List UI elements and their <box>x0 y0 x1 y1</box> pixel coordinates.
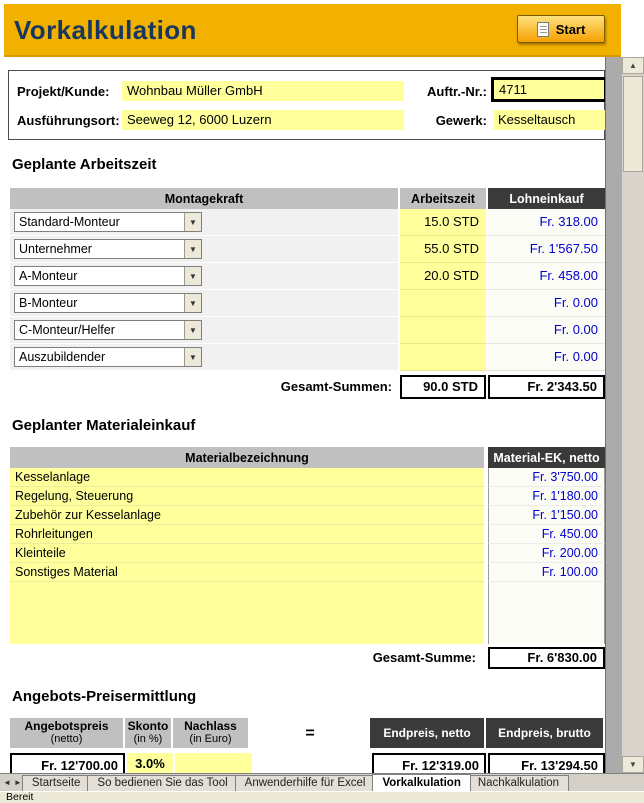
col-nachlass-main: Nachlass <box>184 719 237 733</box>
auftrag-nr-label: Auftr.-Nr.: <box>427 84 487 99</box>
material-empty-rows <box>10 582 605 644</box>
material-header-row <box>10 447 605 468</box>
endpreis-brutto-cell[interactable]: Fr. 13'294.50 <box>488 753 605 779</box>
lohneinkauf-cell[interactable]: Fr. 318.00 <box>488 209 605 236</box>
material-name-cell[interactable]: Rohrleitungen <box>10 525 484 544</box>
projekt-kunde-input[interactable]: Wohnbau Müller GmbH <box>122 81 404 101</box>
chevron-down-icon[interactable]: ▼ <box>184 294 201 312</box>
worksheet-right-margin <box>605 57 622 773</box>
col-angebotspreis-main: Angebotspreis <box>24 719 109 733</box>
angebotspreis-cell[interactable]: Fr. 12'700.00 <box>10 753 125 779</box>
worktime-row <box>10 344 605 371</box>
material-total-label: Gesamt-Summe: <box>372 650 476 665</box>
status-text: Bereit <box>6 791 34 803</box>
pricing-header-row <box>10 718 605 748</box>
skonto-cell[interactable]: 3.0% <box>127 753 173 779</box>
material-row <box>10 544 605 563</box>
worktime-table <box>10 188 605 399</box>
material-row <box>10 563 605 582</box>
montagekraft-cell <box>10 317 400 344</box>
gewerk-label: Gewerk: <box>435 113 487 128</box>
montagekraft-cell <box>10 344 400 371</box>
material-name-cell[interactable]: Regelung, Steuerung <box>10 487 484 506</box>
col-skonto <box>125 718 173 748</box>
col-angebotspreis <box>10 718 125 748</box>
chevron-down-icon[interactable]: ▼ <box>184 213 201 231</box>
ausfuehrungsort-input[interactable]: Seeweg 12, 6000 Luzern <box>122 110 404 130</box>
montagekraft-cell <box>10 290 400 317</box>
col-endpreis-netto: Endpreis, netto <box>370 718 486 748</box>
tab-scroll-right-icon[interactable]: ► <box>13 778 22 787</box>
material-price-cell[interactable]: Fr. 1'180.00 <box>488 487 605 506</box>
material-total-value[interactable]: Fr. 6'830.00 <box>488 647 605 669</box>
tab-label: Vorkalkulation <box>382 777 461 789</box>
material-name-cell[interactable]: Zubehör zur Kesselanlage <box>10 506 484 525</box>
arbeitszeit-cell[interactable]: 55.0 STD <box>400 236 488 263</box>
material-row <box>10 487 605 506</box>
material-price-cell[interactable]: Fr. 200.00 <box>488 544 605 563</box>
worktime-row <box>10 290 605 317</box>
worktime-row <box>10 263 605 290</box>
montagekraft-dropdown[interactable] <box>14 239 202 259</box>
status-bar <box>0 791 644 803</box>
col-skonto-sub: (in %) <box>133 733 163 745</box>
worktime-total-row <box>10 375 605 399</box>
montagekraft-dropdown[interactable] <box>14 266 202 286</box>
material-heading: Geplanter Materialeinkauf <box>12 417 196 434</box>
document-icon <box>537 22 549 37</box>
col-nachlass <box>173 718 250 748</box>
montagekraft-dropdown[interactable] <box>14 320 202 340</box>
material-row <box>10 525 605 544</box>
arbeitszeit-cell[interactable]: 15.0 STD <box>400 209 488 236</box>
tab-scroll-left-icon[interactable]: ◄ <box>3 778 11 787</box>
tab-label: So bedienen Sie das Tool <box>97 777 228 789</box>
project-info-panel <box>8 70 605 140</box>
chevron-down-icon[interactable]: ▼ <box>184 348 201 366</box>
tab-vorkalkulation[interactable] <box>372 774 470 791</box>
vertical-scrollbar[interactable] <box>622 57 644 773</box>
tab-label: Nachkalkulation <box>477 777 560 789</box>
montagekraft-cell <box>10 209 400 236</box>
dropdown-selected-value: A-Monteur <box>19 269 78 283</box>
gewerk-input[interactable]: Kesseltausch <box>493 110 605 130</box>
tab-nachkalkulation[interactable] <box>468 775 569 791</box>
col-skonto-main: Skonto <box>127 719 169 733</box>
lohneinkauf-cell[interactable]: Fr. 458.00 <box>488 263 605 290</box>
arbeitszeit-cell[interactable]: 20.0 STD <box>400 263 488 290</box>
col-materialbezeichnung: Materialbezeichnung <box>10 447 484 468</box>
equals-sign: = <box>305 724 315 742</box>
dropdown-selected-value: B-Monteur <box>19 296 78 310</box>
chevron-down-icon[interactable]: ▼ <box>184 267 201 285</box>
arbeitszeit-cell[interactable] <box>400 344 488 371</box>
worktime-header-row <box>10 188 605 209</box>
chevron-down-icon[interactable]: ▼ <box>184 321 201 339</box>
auftrag-nr-value: 4711 <box>499 82 527 97</box>
worktime-row <box>10 317 605 344</box>
material-name-cell-empty[interactable] <box>10 582 484 644</box>
dropdown-selected-value: Unternehmer <box>19 242 92 256</box>
worktime-total-cost[interactable]: Fr. 2'343.50 <box>488 375 605 399</box>
col-arbeitszeit: Arbeitszeit <box>400 188 488 209</box>
col-montagekraft: Montagekraft <box>10 188 400 209</box>
start-button[interactable] <box>517 15 605 43</box>
scroll-up-icon[interactable]: ▲ <box>622 57 644 74</box>
material-name-cell[interactable]: Sonstiges Material <box>10 563 484 582</box>
col-angebotspreis-sub: (netto) <box>50 733 83 745</box>
material-name-cell[interactable]: Kleinteile <box>10 544 484 563</box>
material-row <box>10 468 605 487</box>
worktime-total-label: Gesamt-Summen: <box>280 379 392 394</box>
scrollbar-thumb[interactable] <box>623 76 643 172</box>
arbeitszeit-cell[interactable] <box>400 290 488 317</box>
montagekraft-cell <box>10 263 400 290</box>
material-price-cell[interactable]: Fr. 100.00 <box>488 563 605 582</box>
material-name-cell[interactable]: Kesselanlage <box>10 468 484 487</box>
lohneinkauf-cell[interactable]: Fr. 0.00 <box>488 290 605 317</box>
worktime-row <box>10 236 605 263</box>
start-button-label: Start <box>555 21 586 37</box>
worktime-heading: Geplante Arbeitszeit <box>12 156 157 173</box>
material-row <box>10 506 605 525</box>
ausfuehrungsort-label: Ausführungsort: <box>17 113 120 128</box>
montagekraft-dropdown[interactable] <box>14 347 202 367</box>
material-price-cell-empty[interactable] <box>488 582 605 644</box>
lohneinkauf-cell[interactable]: Fr. 1'567.50 <box>488 236 605 263</box>
sheet-tab-bar <box>0 773 644 791</box>
dropdown-selected-value: Standard-Monteur <box>19 215 120 229</box>
worktime-row <box>10 209 605 236</box>
pricing-heading: Angebots-Preisermittlung <box>12 688 197 705</box>
tab-anwenderhilfe-fuer-excel[interactable] <box>235 775 376 791</box>
auftrag-nr-input[interactable] <box>491 77 607 102</box>
scroll-down-icon[interactable]: ▼ <box>622 756 644 773</box>
material-total-row <box>10 647 605 669</box>
projekt-kunde-label: Projekt/Kunde: <box>17 84 110 99</box>
dropdown-selected-value: Auszubildender <box>19 350 106 364</box>
col-nachlass-sub: (in Euro) <box>189 733 232 745</box>
tab-startseite[interactable] <box>22 775 91 791</box>
page-title: Vorkalkulation <box>14 15 197 45</box>
lohneinkauf-cell[interactable]: Fr. 0.00 <box>488 317 605 344</box>
col-material-ek: Material-EK, netto <box>488 447 605 468</box>
material-price-cell[interactable]: Fr. 450.00 <box>488 525 605 544</box>
montagekraft-dropdown[interactable] <box>14 212 202 232</box>
montagekraft-cell <box>10 236 400 263</box>
page-header <box>4 4 621 57</box>
tab-label: Startseite <box>31 777 81 789</box>
tab-label: Anwenderhilfe für Excel <box>244 777 366 789</box>
col-endpreis-brutto: Endpreis, brutto <box>486 718 603 748</box>
arbeitszeit-cell[interactable] <box>400 317 488 344</box>
worktime-total-time[interactable]: 90.0 STD <box>400 375 486 399</box>
lohneinkauf-cell[interactable]: Fr. 0.00 <box>488 344 605 371</box>
pricing-table <box>10 718 605 779</box>
dropdown-selected-value: C-Monteur/Helfer <box>19 323 115 337</box>
material-price-cell[interactable]: Fr. 1'150.00 <box>488 506 605 525</box>
endpreis-netto-cell[interactable]: Fr. 12'319.00 <box>372 753 486 779</box>
tab-so-bedienen-sie-das-tool[interactable] <box>87 775 237 791</box>
chevron-down-icon[interactable]: ▼ <box>184 240 201 258</box>
montagekraft-dropdown[interactable] <box>14 293 202 313</box>
col-lohneinkauf: Lohneinkauf <box>488 188 605 209</box>
material-price-cell[interactable]: Fr. 3'750.00 <box>488 468 605 487</box>
material-table <box>10 447 605 669</box>
